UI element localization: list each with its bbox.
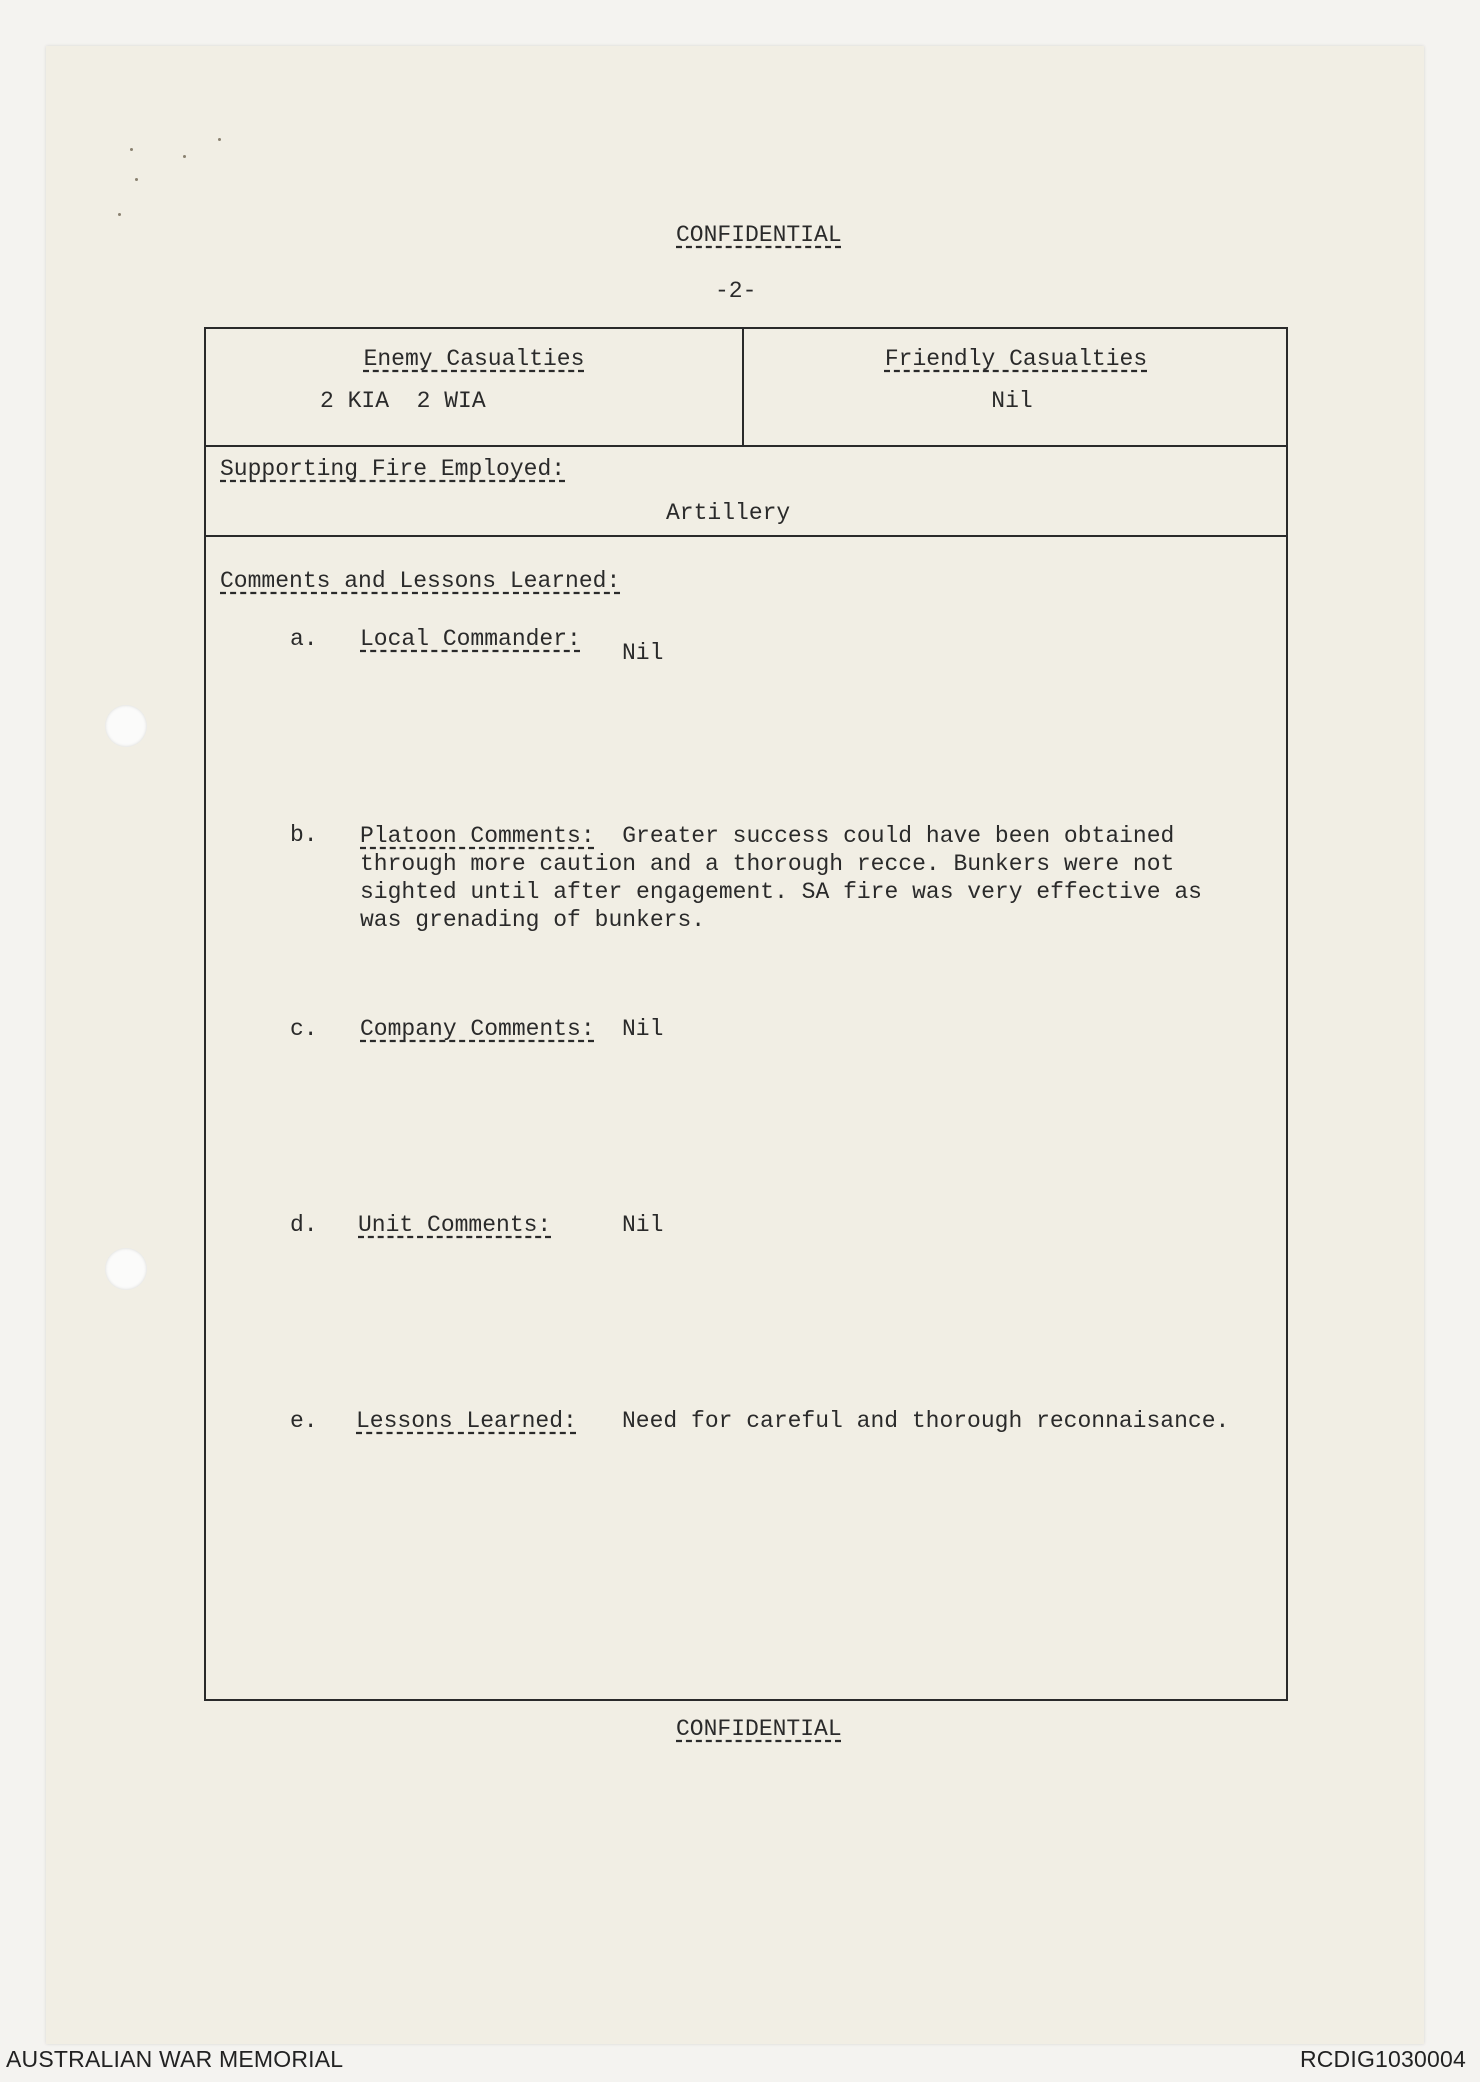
classification-footer: CONFIDENTIAL [676,1716,842,1742]
unit-comments-text: Nil [622,1212,664,1238]
friendly-casualties-label: Friendly Casualties [884,346,1148,372]
form-frame [204,327,1288,1701]
platoon-comments [360,822,1240,934]
supporting-fire-bottom-rule [204,535,1288,537]
paper-speck [135,178,138,181]
supporting-fire-label: Supporting Fire Employed: [220,456,566,482]
platoon-comments-text: Greater success could have been obtained through more caution and a thorough recce. Bunkers were not sighted until after engagement. SA fire was very effective as was grenading of bunkers. [360,823,1202,933]
company-comments-label: Company Comments: [360,1016,595,1042]
unit-comments-label: Unit Comments: [358,1212,552,1238]
company-comments-text: Nil [622,1016,664,1042]
platoon-comments-label: Platoon Comments: [360,823,595,849]
page-number: -2- [715,278,757,304]
paper-speck [130,148,133,151]
casualties-bottom-rule [204,445,1288,447]
lessons-learned-label: Lessons Learned: [356,1408,577,1434]
archive-reference: RCDIG1030004 [1299,2046,1466,2072]
paper-speck [218,138,221,141]
punch-hole-top [105,705,147,747]
enemy-casualties-label: Enemy Casualties [363,346,585,372]
supporting-fire-value: Artillery [666,500,791,526]
punch-hole-bottom [105,1248,147,1290]
item-letter-c: c. [290,1016,318,1042]
archive-institution: AUSTRALIAN WAR MEMORIAL [6,2046,344,2072]
local-commander-label: Local Commander: [360,626,581,652]
local-commander-text: Nil [622,640,664,666]
friendly-casualties-value: Nil [991,388,1033,414]
enemy-casualties-value: 2 KIA 2 WIA [320,388,486,414]
comments-heading: Comments and Lessons Learned: [220,568,621,594]
paper-speck [118,213,121,216]
item-letter-b: b. [290,822,318,848]
item-letter-d: d. [290,1212,318,1238]
paper-speck [183,155,186,158]
item-letter-a: a. [290,626,318,652]
item-letter-e: e. [290,1408,318,1434]
lessons-learned-text: Need for careful and thorough reconnaisance. [622,1408,1230,1434]
classification-header: CONFIDENTIAL [676,222,842,248]
casualties-divider [742,327,744,445]
